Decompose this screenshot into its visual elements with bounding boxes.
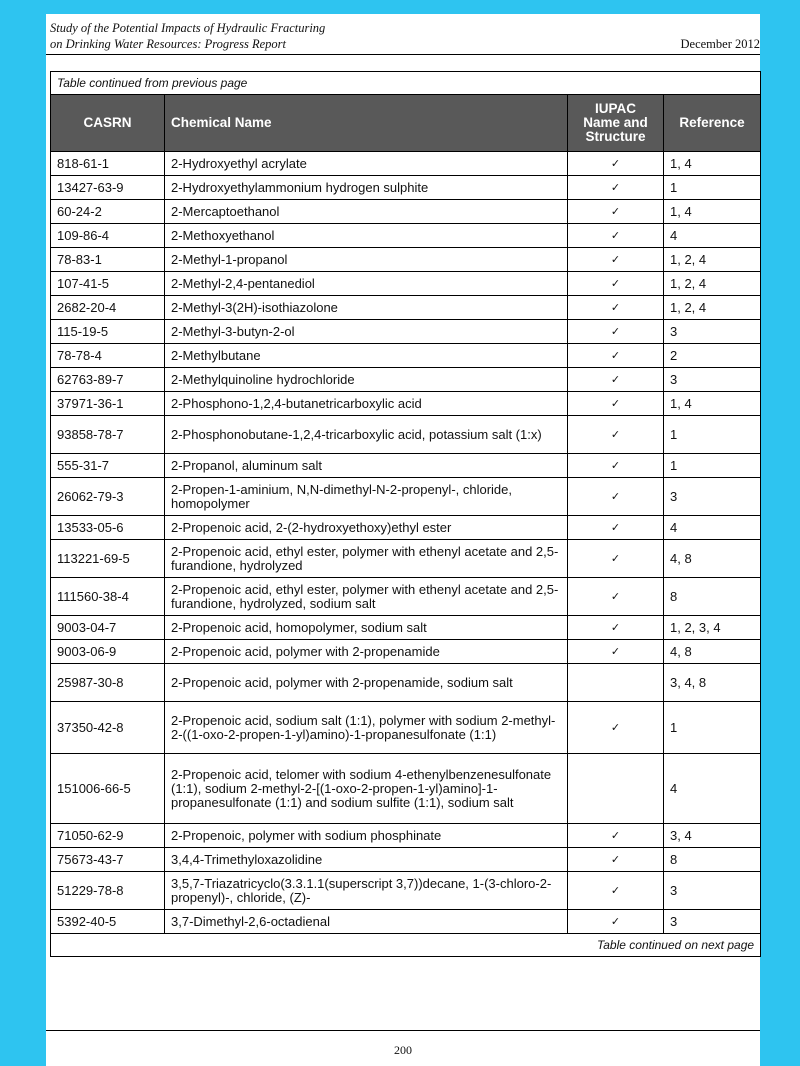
reference-cell: 3, 4 — [664, 824, 761, 848]
casrn-cell: 2682-20-4 — [51, 296, 165, 320]
chemical-name-cell: 2-Propenoic acid, homopolymer, sodium salt — [165, 616, 568, 640]
chemical-name-cell: 2-Hydroxyethylammonium hydrogen sulphite — [165, 176, 568, 200]
iupac-check-cell: ✓ — [568, 640, 664, 664]
reference-cell: 1 — [664, 702, 761, 754]
iupac-check-cell: ✓ — [568, 910, 664, 934]
table-row — [51, 640, 761, 664]
table-row — [51, 392, 761, 416]
chemical-name-cell: 2-Propenoic acid, ethyl ester, polymer with ethenyl acetate and 2,5-furandione, hydrolyzed, sodium salt — [165, 578, 568, 616]
page-number: 200 — [394, 1043, 412, 1057]
casrn-cell: 51229-78-8 — [51, 872, 165, 910]
chemical-name-cell: 2-Phosphono-1,2,4-butanetricarboxylic acid — [165, 392, 568, 416]
reference-cell: 1, 4 — [664, 152, 761, 176]
iupac-check-cell: ✓ — [568, 344, 664, 368]
table-row — [51, 910, 761, 934]
reference-cell: 8 — [664, 848, 761, 872]
table-row — [51, 848, 761, 872]
reference-cell: 1 — [664, 416, 761, 454]
reference-cell: 4 — [664, 224, 761, 248]
reference-cell: 3 — [664, 320, 761, 344]
iupac-check-cell: ✓ — [568, 152, 664, 176]
chemical-name-cell: 2-Phosphonobutane-1,2,4-tricarboxylic acid, potassium salt (1:x) — [165, 416, 568, 454]
iupac-header-line3: Structure — [585, 129, 646, 144]
iupac-check-cell: ✓ — [568, 616, 664, 640]
iupac-check-cell: ✓ — [568, 392, 664, 416]
table-row — [51, 540, 761, 578]
reference-cell: 4, 8 — [664, 640, 761, 664]
reference-cell: 1, 2, 4 — [664, 248, 761, 272]
table-row — [51, 296, 761, 320]
reference-cell: 2 — [664, 344, 761, 368]
reference-cell: 4, 8 — [664, 540, 761, 578]
casrn-cell: 37350-42-8 — [51, 702, 165, 754]
casrn-cell: 13533-05-6 — [51, 516, 165, 540]
table-row — [51, 454, 761, 478]
chemical-name-cell: 2-Methyl-1-propanol — [165, 248, 568, 272]
iupac-check-cell: ✓ — [568, 478, 664, 516]
iupac-check-cell: ✓ — [568, 416, 664, 454]
table-continued-to-row — [51, 934, 761, 957]
chemical-name-cell: 3,5,7-Triazatricyclo(3.3.1.1(superscript 3,7))decane, 1-(3-chloro-2-propenyl)-, chloride, (Z)- — [165, 872, 568, 910]
table-row — [51, 248, 761, 272]
reference-cell: 1 — [664, 454, 761, 478]
casrn-cell: 13427-63-9 — [51, 176, 165, 200]
reference-cell: 1, 4 — [664, 392, 761, 416]
iupac-header-line1: IUPAC — [594, 101, 636, 116]
casrn-cell: 151006-66-5 — [51, 754, 165, 824]
running-header-title — [50, 20, 325, 52]
table-row — [51, 152, 761, 176]
casrn-cell: 62763-89-7 — [51, 368, 165, 392]
casrn-cell: 107-41-5 — [51, 272, 165, 296]
header-divider — [46, 54, 760, 55]
continued-to-note: Table continued on next page — [51, 934, 761, 957]
reference-cell: 1, 2, 3, 4 — [664, 616, 761, 640]
footer-divider — [46, 1030, 760, 1031]
column-header-chemical-name: Chemical Name — [165, 95, 568, 152]
casrn-cell: 818-61-1 — [51, 152, 165, 176]
iupac-check-cell: ✓ — [568, 540, 664, 578]
chemical-name-cell: 2-Methyl-3-butyn-2-ol — [165, 320, 568, 344]
reference-cell: 4 — [664, 754, 761, 824]
chemical-name-cell: 2-Methyl-3(2H)-isothiazolone — [165, 296, 568, 320]
iupac-check-cell: ✓ — [568, 272, 664, 296]
reference-cell: 1, 2, 4 — [664, 272, 761, 296]
casrn-cell: 75673-43-7 — [51, 848, 165, 872]
casrn-cell: 5392-40-5 — [51, 910, 165, 934]
reference-cell: 4 — [664, 516, 761, 540]
chemical-table — [50, 71, 761, 957]
casrn-cell: 78-83-1 — [51, 248, 165, 272]
table-body — [51, 152, 761, 934]
casrn-cell: 9003-04-7 — [51, 616, 165, 640]
casrn-cell: 71050-62-9 — [51, 824, 165, 848]
iupac-check-cell: ✓ — [568, 824, 664, 848]
document-page — [46, 14, 760, 1066]
table-row — [51, 872, 761, 910]
reference-cell: 3 — [664, 872, 761, 910]
casrn-cell: 111560-38-4 — [51, 578, 165, 616]
table-continued-from-row — [51, 72, 761, 95]
chemical-name-cell: 2-Propenoic, polymer with sodium phosphinate — [165, 824, 568, 848]
column-header-reference: Reference — [664, 95, 761, 152]
reference-cell: 1 — [664, 176, 761, 200]
table-row — [51, 616, 761, 640]
iupac-check-cell — [568, 754, 664, 824]
table-row — [51, 272, 761, 296]
chemical-name-cell: 2-Hydroxyethyl acrylate — [165, 152, 568, 176]
reference-cell: 8 — [664, 578, 761, 616]
chemical-name-cell: 2-Propenoic acid, polymer with 2-propenamide — [165, 640, 568, 664]
chemical-name-cell: 2-Methylbutane — [165, 344, 568, 368]
iupac-check-cell — [568, 664, 664, 702]
table-row — [51, 478, 761, 516]
table-row — [51, 368, 761, 392]
chemical-name-cell: 3,7-Dimethyl-2,6-octadienal — [165, 910, 568, 934]
table-row — [51, 516, 761, 540]
table-header-row — [51, 95, 761, 152]
casrn-cell: 26062-79-3 — [51, 478, 165, 516]
table-row — [51, 224, 761, 248]
header-title-line2: on Drinking Water Resources: Progress Report — [50, 37, 286, 51]
chemical-name-cell: 2-Mercaptoethanol — [165, 200, 568, 224]
table-row — [51, 578, 761, 616]
table-row — [51, 320, 761, 344]
table-row — [51, 702, 761, 754]
iupac-check-cell: ✓ — [568, 320, 664, 344]
column-header-casrn: CASRN — [51, 95, 165, 152]
table-row — [51, 200, 761, 224]
iupac-check-cell: ✓ — [568, 224, 664, 248]
reference-cell: 1, 4 — [664, 200, 761, 224]
casrn-cell: 115-19-5 — [51, 320, 165, 344]
table-row — [51, 824, 761, 848]
casrn-cell: 109-86-4 — [51, 224, 165, 248]
chemical-name-cell: 2-Methylquinoline hydrochloride — [165, 368, 568, 392]
iupac-check-cell: ✓ — [568, 848, 664, 872]
header-title-line1: Study of the Potential Impacts of Hydraulic Fracturing — [50, 21, 326, 35]
chemical-name-cell: 2-Propenoic acid, polymer with 2-propenamide, sodium salt — [165, 664, 568, 702]
chemical-name-cell: 3,4,4-Trimethyloxazolidine — [165, 848, 568, 872]
reference-cell: 3 — [664, 910, 761, 934]
iupac-check-cell: ✓ — [568, 872, 664, 910]
table-row — [51, 344, 761, 368]
casrn-cell: 113221-69-5 — [51, 540, 165, 578]
chemical-name-cell: 2-Propenoic acid, ethyl ester, polymer with ethenyl acetate and 2,5-furandione, hydrolyzed — [165, 540, 568, 578]
casrn-cell: 60-24-2 — [51, 200, 165, 224]
header-date: December 2012 — [680, 37, 760, 51]
reference-cell: 3 — [664, 368, 761, 392]
chemical-name-cell: 2-Propenoic acid, 2-(2-hydroxyethoxy)ethyl ester — [165, 516, 568, 540]
chemical-name-cell: 2-Propenoic acid, telomer with sodium 4-ethenylbenzenesulfonate (1:1), sodium 2-methyl-2-[(1-oxo-2-propen-1-yl)amino]-1-propanesulfonate (1:1) and sodium sulfite (1:1), sodium salt — [165, 754, 568, 824]
reference-cell: 1, 2, 4 — [664, 296, 761, 320]
reference-cell: 3 — [664, 478, 761, 516]
iupac-check-cell: ✓ — [568, 176, 664, 200]
casrn-cell: 78-78-4 — [51, 344, 165, 368]
iupac-check-cell: ✓ — [568, 296, 664, 320]
table-row — [51, 416, 761, 454]
iupac-check-cell: ✓ — [568, 702, 664, 754]
chemical-name-cell: 2-Methyl-2,4-pentanediol — [165, 272, 568, 296]
chemical-name-cell: 2-Propen-1-aminium, N,N-dimethyl-N-2-propenyl-, chloride, homopolymer — [165, 478, 568, 516]
chemical-name-cell: 2-Methoxyethanol — [165, 224, 568, 248]
casrn-cell: 25987-30-8 — [51, 664, 165, 702]
table-row — [51, 754, 761, 824]
iupac-check-cell: ✓ — [568, 368, 664, 392]
column-header-iupac — [568, 95, 664, 152]
iupac-check-cell: ✓ — [568, 454, 664, 478]
iupac-check-cell: ✓ — [568, 516, 664, 540]
casrn-cell: 9003-06-9 — [51, 640, 165, 664]
table-row — [51, 664, 761, 702]
iupac-check-cell: ✓ — [568, 578, 664, 616]
table-row — [51, 176, 761, 200]
casrn-cell: 37971-36-1 — [51, 392, 165, 416]
casrn-cell: 555-31-7 — [51, 454, 165, 478]
continued-from-note: Table continued from previous page — [51, 72, 761, 95]
iupac-header-line2: Name and — [583, 115, 648, 130]
chemical-name-cell: 2-Propenoic acid, sodium salt (1:1), polymer with sodium 2-methyl-2-((1-oxo-2-propen-1-yl)amino)-1-propanesulfonate (1:1) — [165, 702, 568, 754]
chemical-name-cell: 2-Propanol, aluminum salt — [165, 454, 568, 478]
reference-cell: 3, 4, 8 — [664, 664, 761, 702]
casrn-cell: 93858-78-7 — [51, 416, 165, 454]
iupac-check-cell: ✓ — [568, 200, 664, 224]
iupac-check-cell: ✓ — [568, 248, 664, 272]
